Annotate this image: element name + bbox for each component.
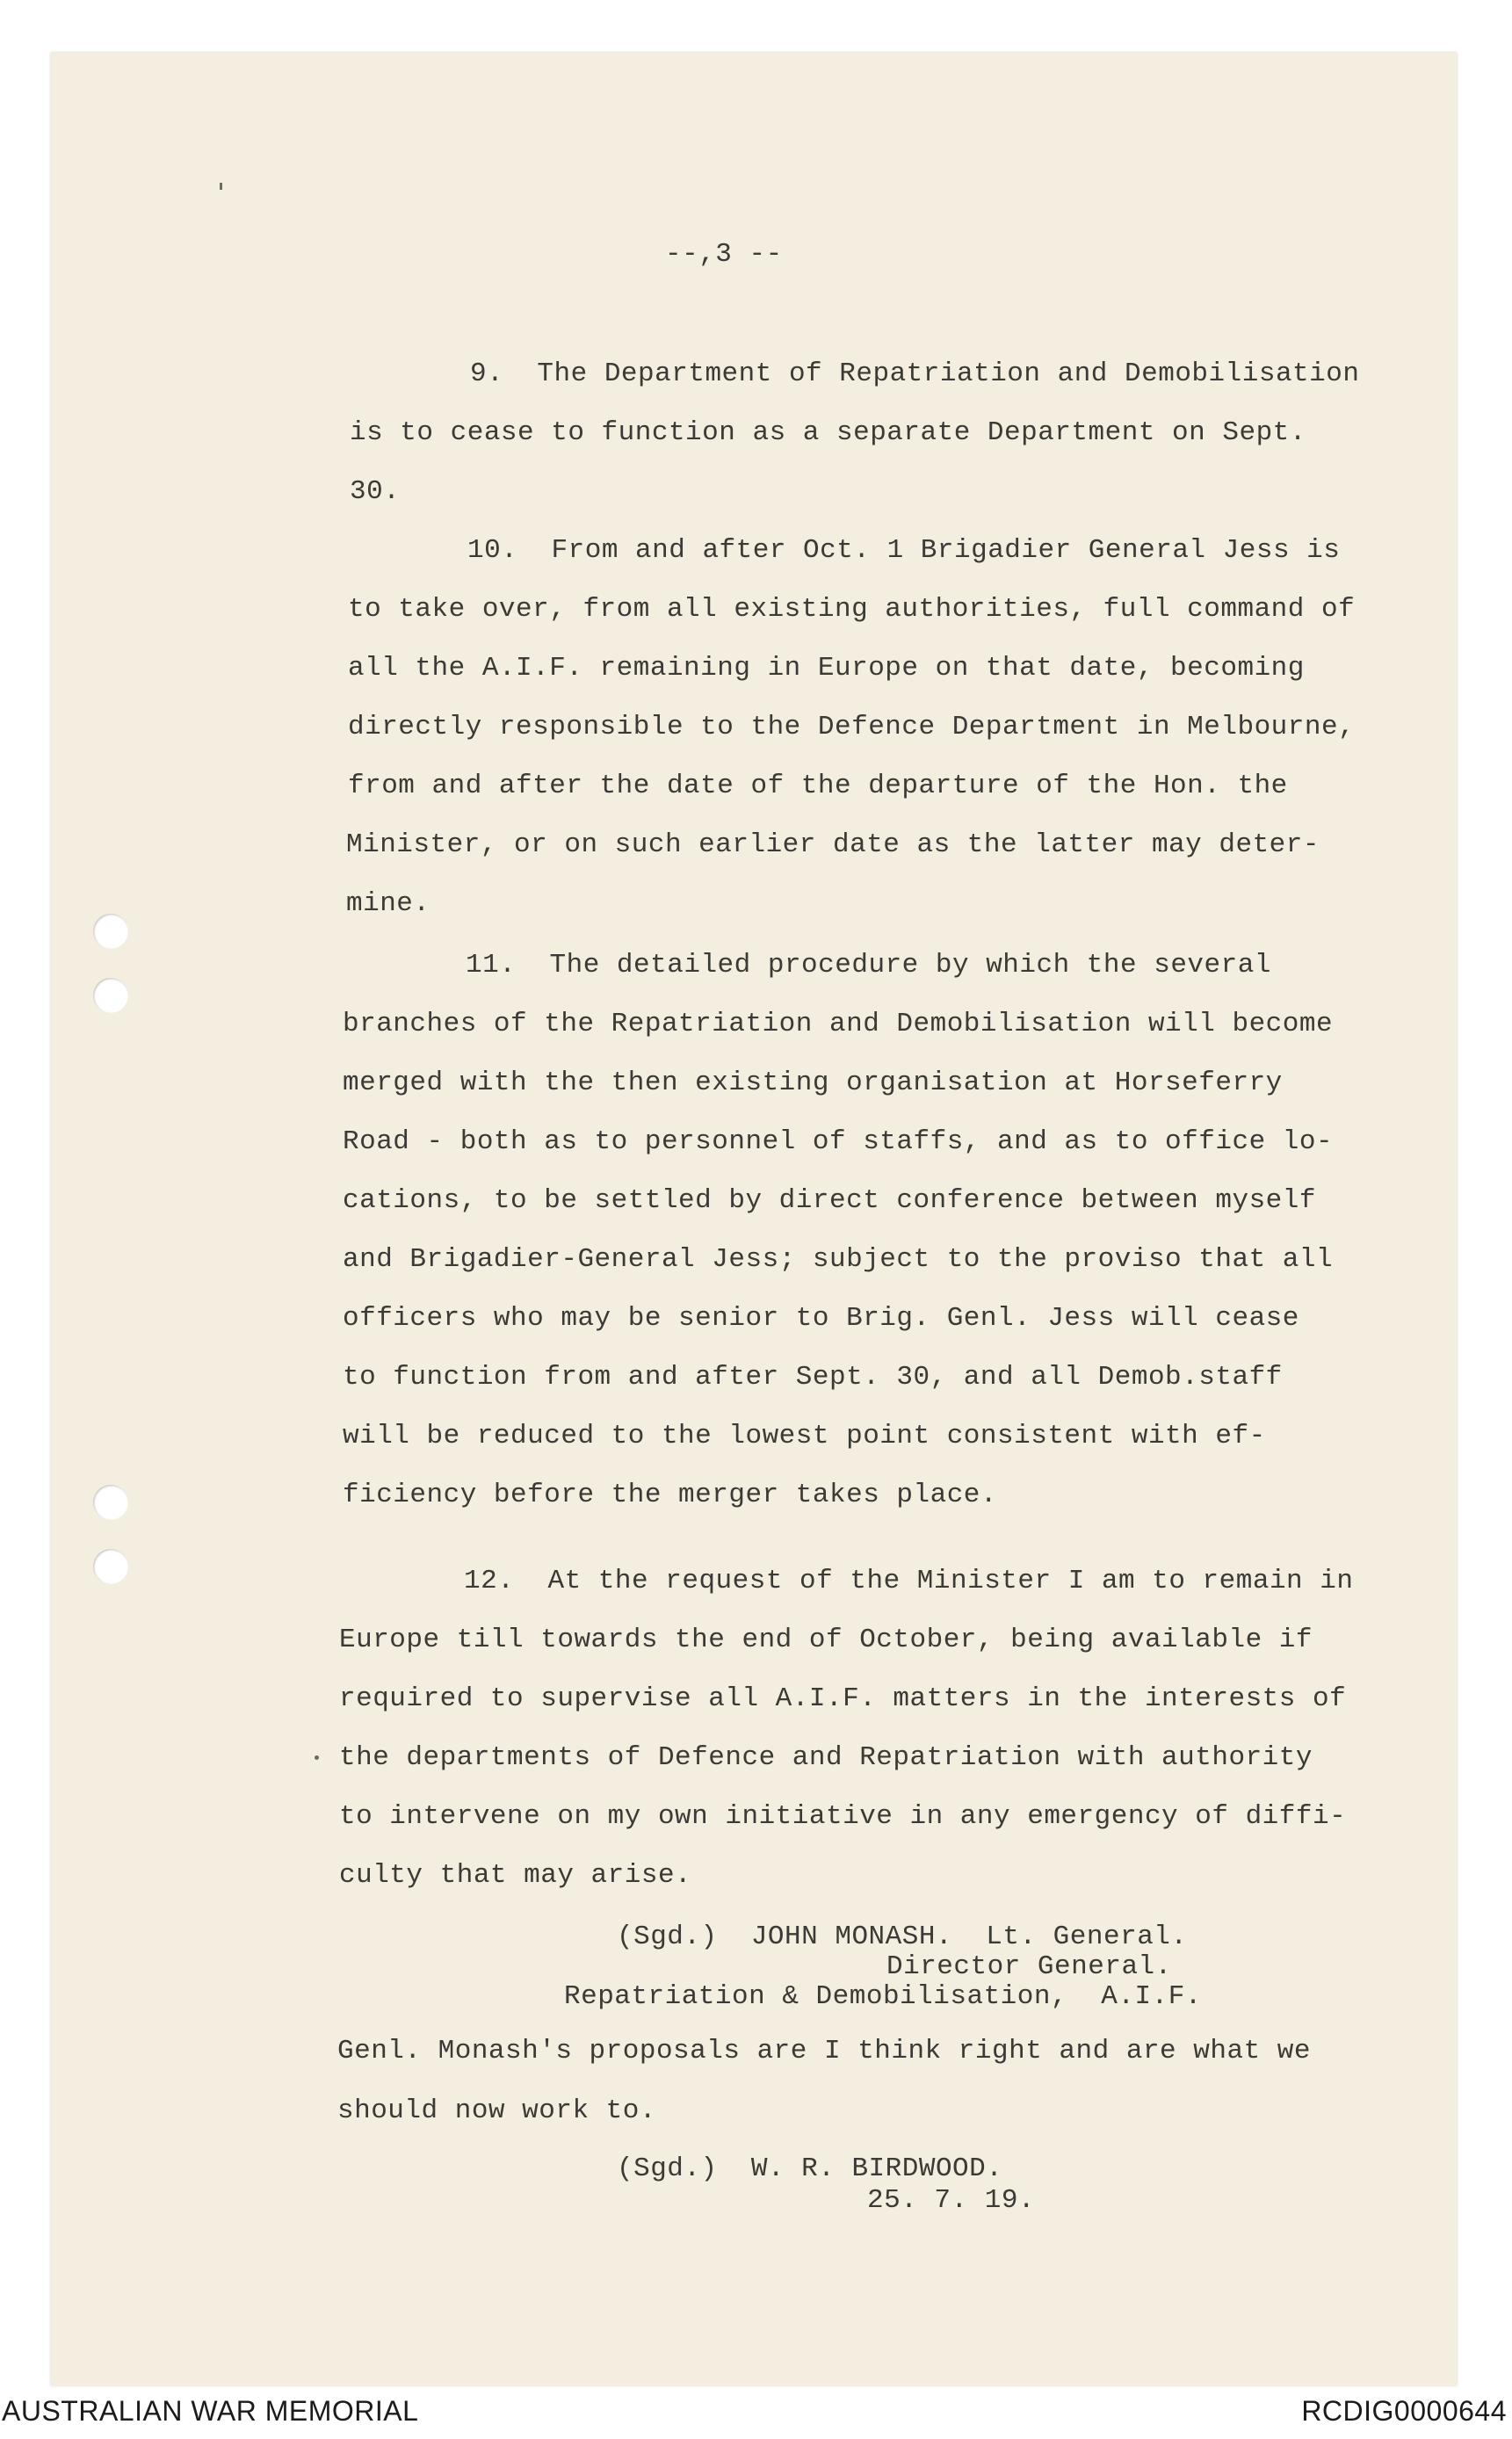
paragraph-12-line-3: required to supervise all A.I.F. matters in the interests of (339, 1683, 1347, 1714)
paragraph-12-line-1: 12. At the request of the Minister I am to remain in (464, 1566, 1354, 1596)
paragraph-10-line-3: all the A.I.F. remaining in Europe on that date, becoming (348, 653, 1305, 684)
signature-monash-line-2: Director General. (886, 1951, 1172, 1982)
footer-source-label: AUSTRALIAN WAR MEMORIAL (2, 2395, 419, 2427)
paragraph-10-line-1: 10. From and after Oct. 1 Brigadier General Jess is (467, 535, 1341, 566)
paragraph-11-line-1: 11. The detailed procedure by which the several (466, 950, 1271, 981)
paragraph-11-line-4: Road - both as to personnel of staffs, and as to office lo- (343, 1126, 1334, 1157)
endorsement-line-2: should now work to. (337, 2095, 656, 2126)
paragraph-11-line-3: merged with the then existing organisation at Horseferry (343, 1068, 1283, 1098)
paragraph-10-line-7: mine. (346, 888, 430, 919)
paragraph-10-line-4: directly responsible to the Defence Department in Melbourne, (348, 712, 1356, 742)
paragraph-11-line-6: and Brigadier-General Jess; subject to the proviso that all (343, 1244, 1334, 1275)
paragraph-9-line-1: 9. The Department of Repatriation and Demobilisation (470, 358, 1360, 389)
paragraph-12-line-4: the departments of Defence and Repatriation with authority (339, 1742, 1313, 1773)
paragraph-9-line-3: 30. (350, 476, 401, 507)
footer-document-id: RCDIG0000644 (1301, 2395, 1507, 2427)
punch-hole (93, 1549, 128, 1584)
paragraph-11-line-2: branches of the Repatriation and Demobilisation will become (343, 1009, 1334, 1039)
punch-hole (93, 978, 128, 1013)
paragraph-12-line-5: to intervene on my own initiative in any emergency of diffi- (339, 1801, 1347, 1832)
paragraph-11-line-7: officers who may be senior to Brig. Genl. Jess will cease (343, 1303, 1299, 1334)
paragraph-9-line-2: is to cease to function as a separate Department on Sept. (350, 417, 1306, 448)
paragraph-10-line-5: from and after the date of the departure of the Hon. the (348, 771, 1288, 801)
signature-birdwood-date: 25. 7. 19. (867, 2185, 1036, 2216)
signature-monash-line-1: (Sgd.) JOHN MONASH. Lt. General. (617, 1922, 1188, 1952)
paragraph-12-line-6: culty that may arise. (339, 1860, 692, 1891)
paragraph-11-line-5: cations, to be settled by direct conference between myself (343, 1185, 1316, 1216)
paragraph-11-line-10: ficiency before the merger takes place. (343, 1480, 998, 1510)
paragraph-11-line-9: will be reduced to the lowest point consistent with ef- (343, 1421, 1266, 1451)
signature-monash-line-3: Repatriation & Demobilisation, A.I.F. (564, 1981, 1202, 2012)
endorsement-line-1: Genl. Monash's proposals are I think right and are what we (337, 2036, 1311, 2066)
signature-birdwood-line-1: (Sgd.) W. R. BIRDWOOD. (617, 2153, 1003, 2184)
ink-speck (315, 1755, 319, 1760)
paragraph-10-line-2: to take over, from all existing authorities, full command of (348, 594, 1356, 625)
paragraph-10-line-6: Minister, or on such earlier date as the latter may deter- (346, 829, 1320, 860)
paragraph-11-line-8: to function from and after Sept. 30, and all Demob.staff (343, 1362, 1283, 1393)
paragraph-12-line-2: Europe till towards the end of October, being available if (339, 1625, 1313, 1655)
punch-hole (93, 1485, 128, 1520)
punch-hole (93, 914, 128, 949)
page-number: --,3 -- (665, 239, 783, 270)
ink-speck (220, 183, 222, 190)
